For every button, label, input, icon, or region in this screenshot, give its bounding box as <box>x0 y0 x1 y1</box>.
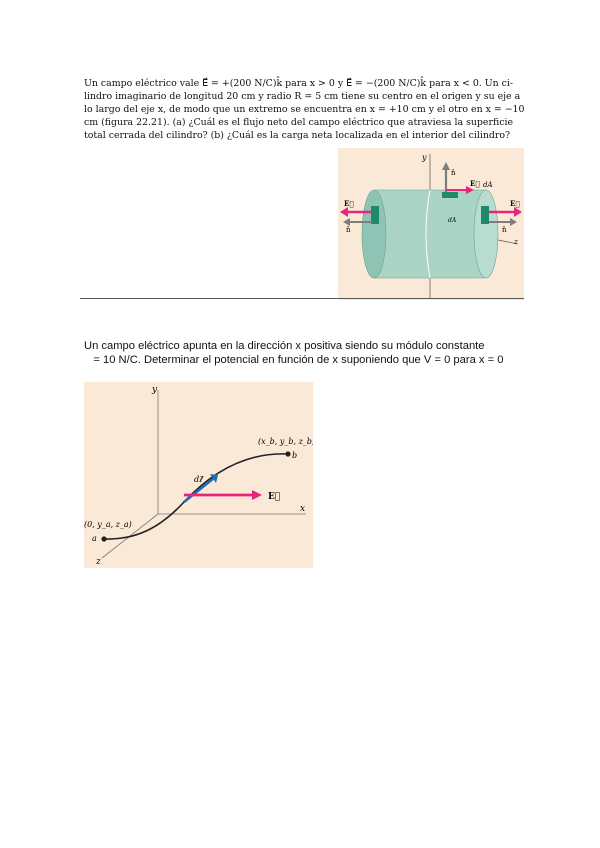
z-axis-label: z <box>514 238 518 246</box>
problem-1-line: total cerrada del cilindro? (b) ¿Cuál es la carga neta localizada en el interior del cilindro? <box>84 130 511 141</box>
x-axis-label: x <box>300 504 306 514</box>
y-axis-label: y <box>422 153 427 162</box>
point-b-coords-label: (x_b, y_b, z_b) <box>258 437 313 446</box>
problem-1-line: lindro imaginario de longitud 20 cm y radio R = 5 cm tiene su centro en el origen y su eje a <box>84 91 521 102</box>
cylinder-diagram <box>338 148 524 300</box>
dA-right-label: dA <box>483 181 493 189</box>
top-field-label: E⃗ <box>470 179 480 188</box>
left-field-label: E⃗ <box>344 199 354 208</box>
problem-1-text <box>84 77 524 142</box>
cylinder-body <box>374 190 486 278</box>
point-a-dot <box>101 536 106 541</box>
cylinder-right-cap <box>474 190 498 278</box>
section-divider <box>80 298 524 299</box>
top-patch <box>442 192 458 198</box>
point-b-dot <box>285 451 290 456</box>
problem-2-line: = 10 N/C. Determinar el potencial en función de x suponiendo que V = 0 para x = 0 <box>84 353 504 366</box>
point-a-coords-label: (0, y_a, z_a) <box>84 520 132 529</box>
problem-2-line: Un campo eléctrico apunta en la dirección x positiva siendo su módulo constante <box>84 340 485 352</box>
y-axis-label: y <box>152 385 158 395</box>
left-normal-label: n̂ <box>346 226 351 234</box>
e-field-label: E⃗ <box>268 492 281 502</box>
point-b-label: b <box>292 451 298 460</box>
dl-label: dℓ⃗ <box>194 475 203 484</box>
path-diagram <box>84 382 313 568</box>
cylinder-left-cap <box>362 190 386 278</box>
top-normal-label: n̂ <box>451 169 456 177</box>
point-a-label: a <box>92 534 97 543</box>
right-field-label: E⃗ <box>510 199 520 208</box>
cylinder-figure <box>338 148 524 300</box>
left-patch <box>371 206 379 224</box>
dA-top-label: dA <box>448 217 457 224</box>
right-patch <box>481 206 489 224</box>
z-axis-label: z <box>96 557 101 567</box>
problem-1-line: lo largo del eje x, de modo que un extremo se encuentra en x = +10 cm y el otro en x = −10 <box>84 104 525 115</box>
problem-1-line: cm (figura 22.21). (a) ¿Cuál es el flujo neto del campo eléctrico que atraviesa la superficie <box>84 117 513 128</box>
potential-path-figure <box>84 382 313 568</box>
problem-2-text <box>84 340 534 367</box>
right-normal-label: n̂ <box>502 226 507 234</box>
problem-1-line: Un campo eléctrico vale E⃗ = +(200 N/C)k̂ para x > 0 y E⃗ = −(200 N/C)k̂ para x < 0. Un ci- <box>84 78 514 89</box>
